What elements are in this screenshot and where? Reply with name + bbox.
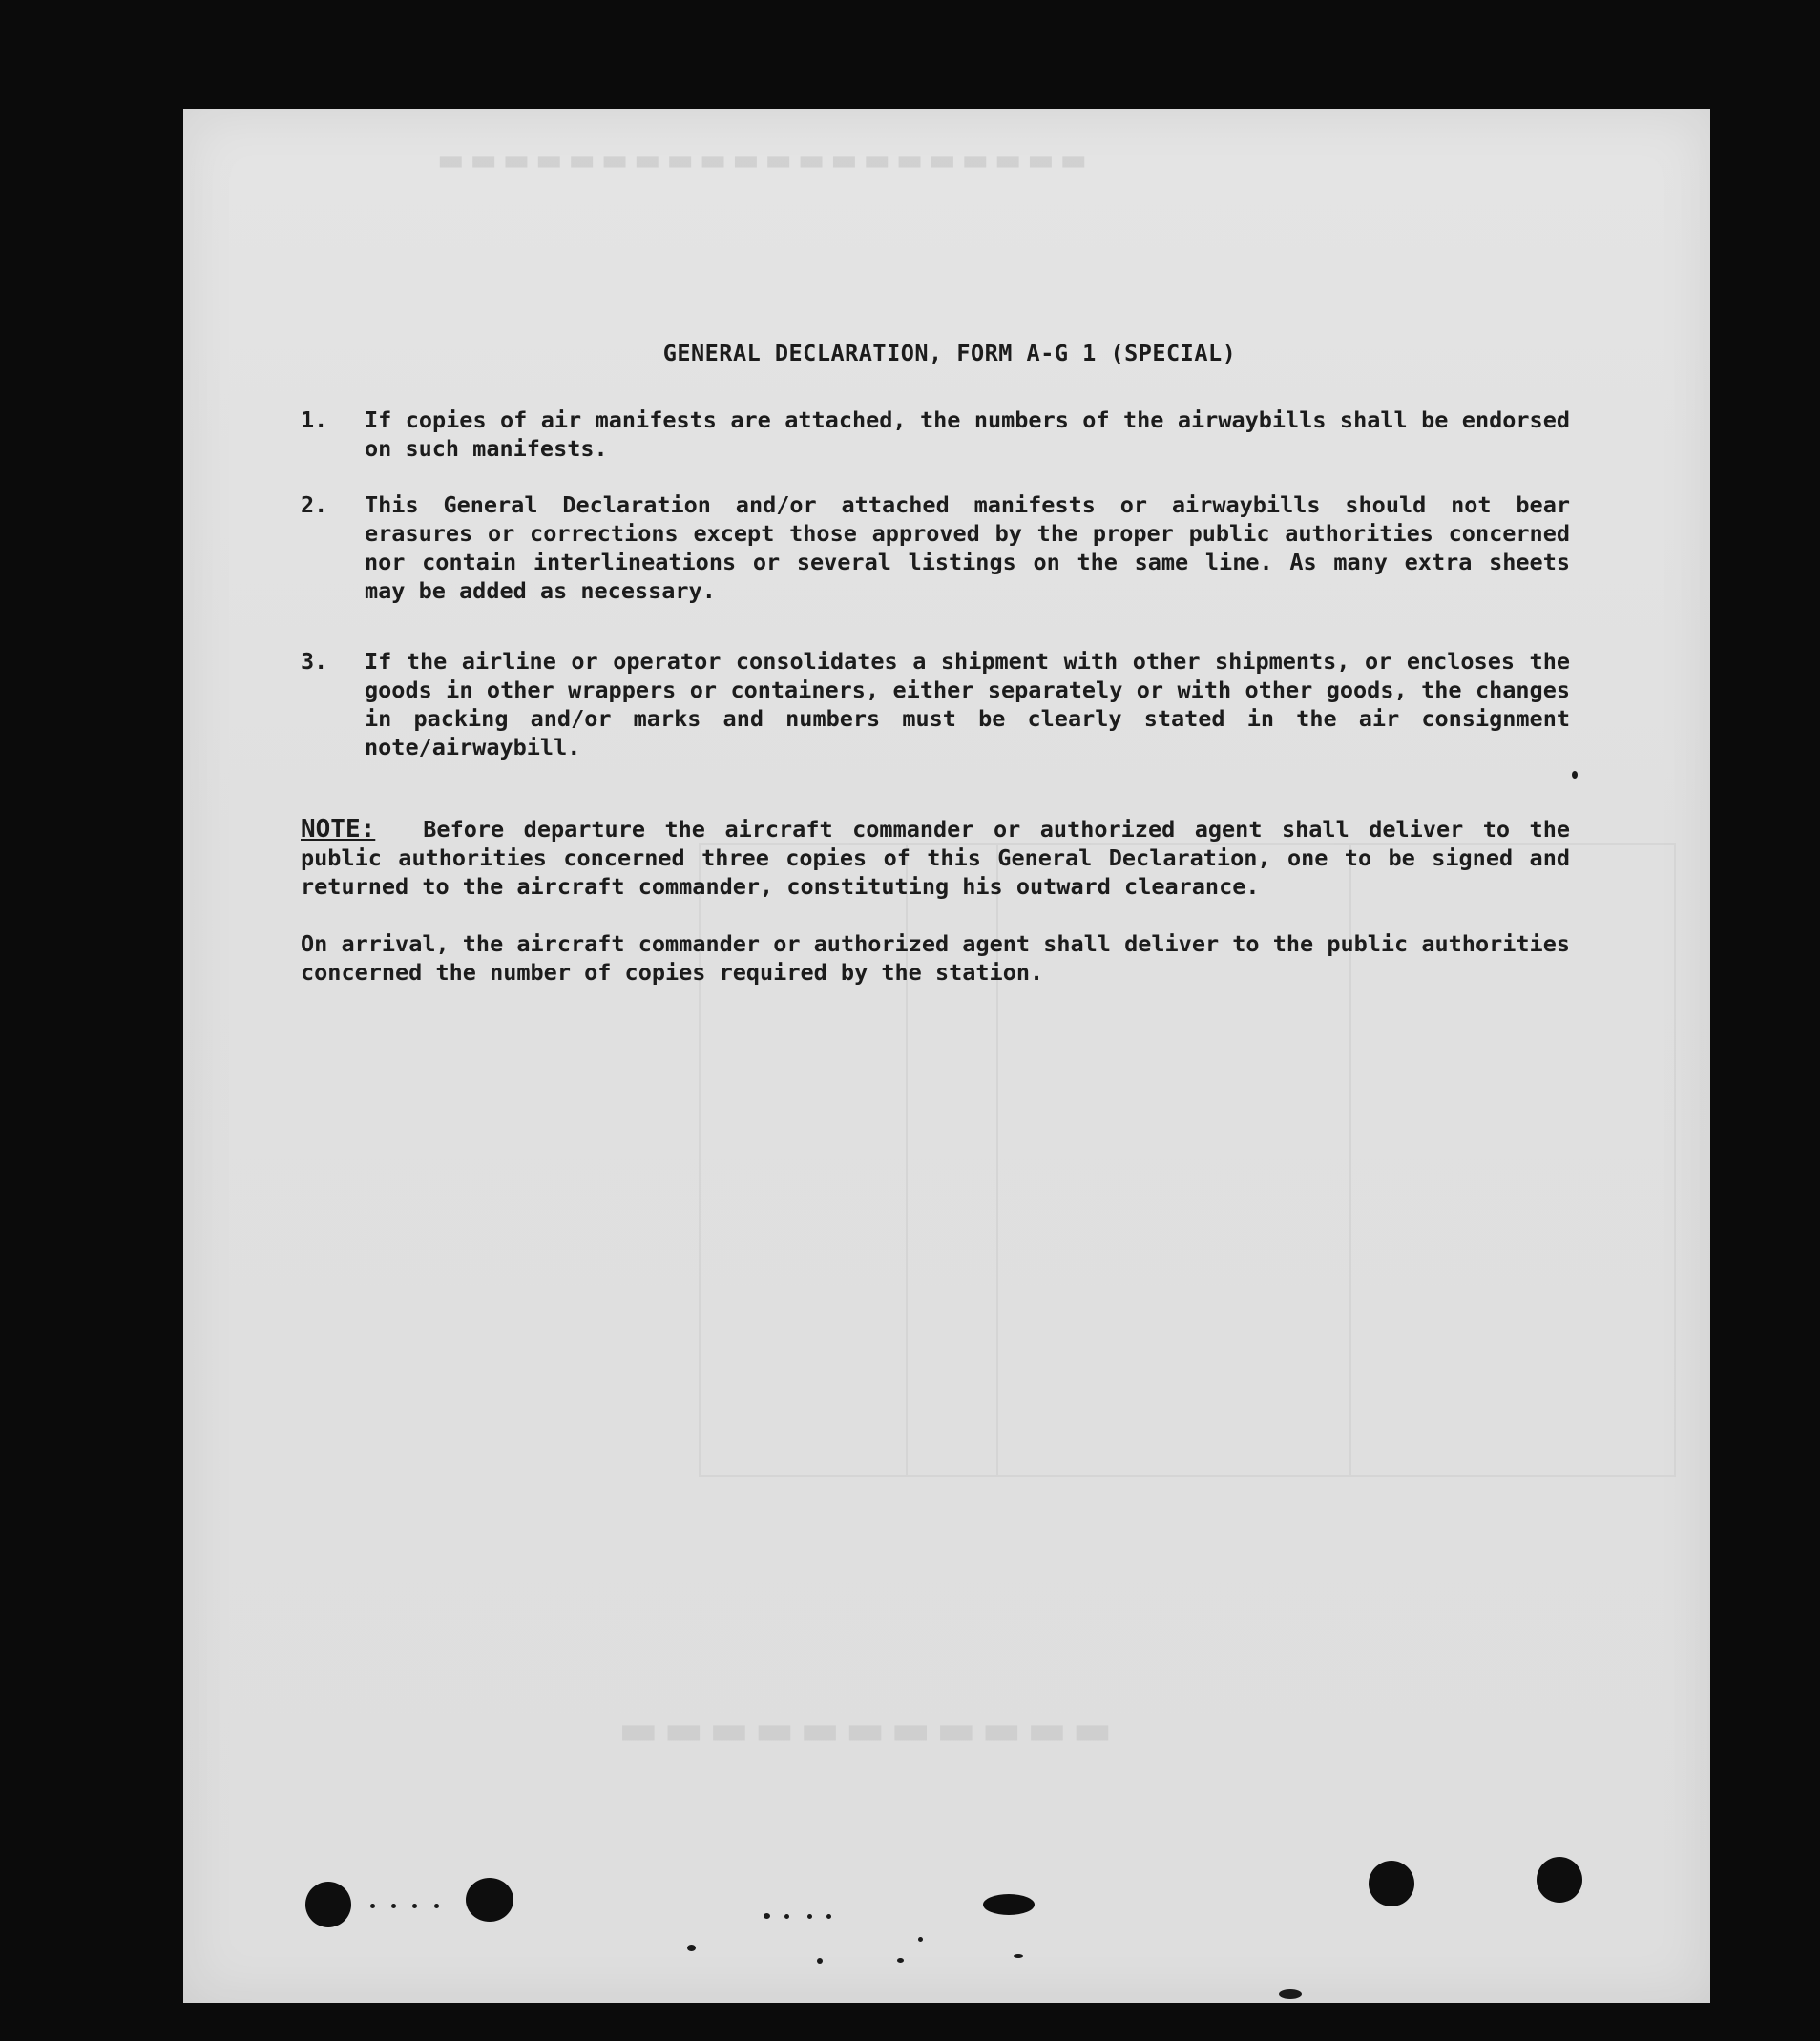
item-text: If copies of air manifests are attached, the numbers of the airwaybills shall be endorsed on such manifests. — [365, 406, 1570, 462]
speck — [784, 1914, 789, 1919]
speck — [918, 1937, 923, 1942]
speck — [370, 1904, 375, 1908]
instruction-item — [301, 490, 1570, 605]
speck — [807, 1914, 812, 1919]
speck — [391, 1904, 396, 1908]
speck — [826, 1914, 831, 1919]
item-number: 2. — [301, 491, 328, 518]
document-title: GENERAL DECLARATION, FORM A-G 1 (SPECIAL) — [662, 340, 1237, 366]
speck — [434, 1904, 439, 1908]
binder-hole — [1537, 1857, 1582, 1903]
arrival-paragraph: On arrival, the aircraft commander or authorized agent shall deliver to the public authorities concerned the number of copies required by the station. — [301, 930, 1570, 986]
binder-hole — [466, 1878, 513, 1922]
speck — [1572, 771, 1578, 779]
binder-hole — [1369, 1861, 1414, 1906]
binder-hole — [305, 1882, 351, 1927]
note-text: Before departure the aircraft commander or authorized agent shall deliver to the public authorities concerned three copies of this General Declaration, one to be signed and returned to the aircraft commander, constituting his outward clearance. — [301, 816, 1570, 900]
item-number: 1. — [301, 406, 328, 433]
instruction-item — [301, 647, 1570, 761]
speck — [412, 1904, 417, 1908]
note-paragraph — [301, 815, 1570, 901]
note-label: NOTE: — [301, 815, 376, 843]
bleed-through-top: ▬▬▬▬▬▬▬▬▬▬▬▬▬▬▬▬▬▬▬▬ — [431, 147, 1087, 180]
speck — [1279, 1989, 1302, 1999]
declaration-text — [301, 339, 1570, 987]
item-text: If the airline or operator consolidates a shipment with other shipments, or encloses the goods in other wrappers or containers, either separately or with other goods, the changes in packing and/or marks and numbers must be clearly stated in the air consignment note/airwaybill. — [365, 648, 1570, 760]
binder-hole — [983, 1894, 1035, 1915]
speck — [687, 1945, 696, 1951]
item-text: This General Declaration and/or attached manifests or airwaybills should not bear erasures or corrections except those approved by the proper public authorities concerned nor contain interlineations or several listings on the same line. As many extra sheets may be added as necessary. — [365, 491, 1570, 604]
instruction-item — [301, 406, 1570, 463]
speck — [764, 1913, 770, 1919]
speck — [1014, 1954, 1023, 1958]
speck — [817, 1958, 823, 1964]
speck — [897, 1958, 904, 1963]
bleed-through-bottom: ▬▬▬▬▬▬▬▬▬▬▬ — [613, 1712, 1113, 1760]
item-number: 3. — [301, 648, 328, 675]
